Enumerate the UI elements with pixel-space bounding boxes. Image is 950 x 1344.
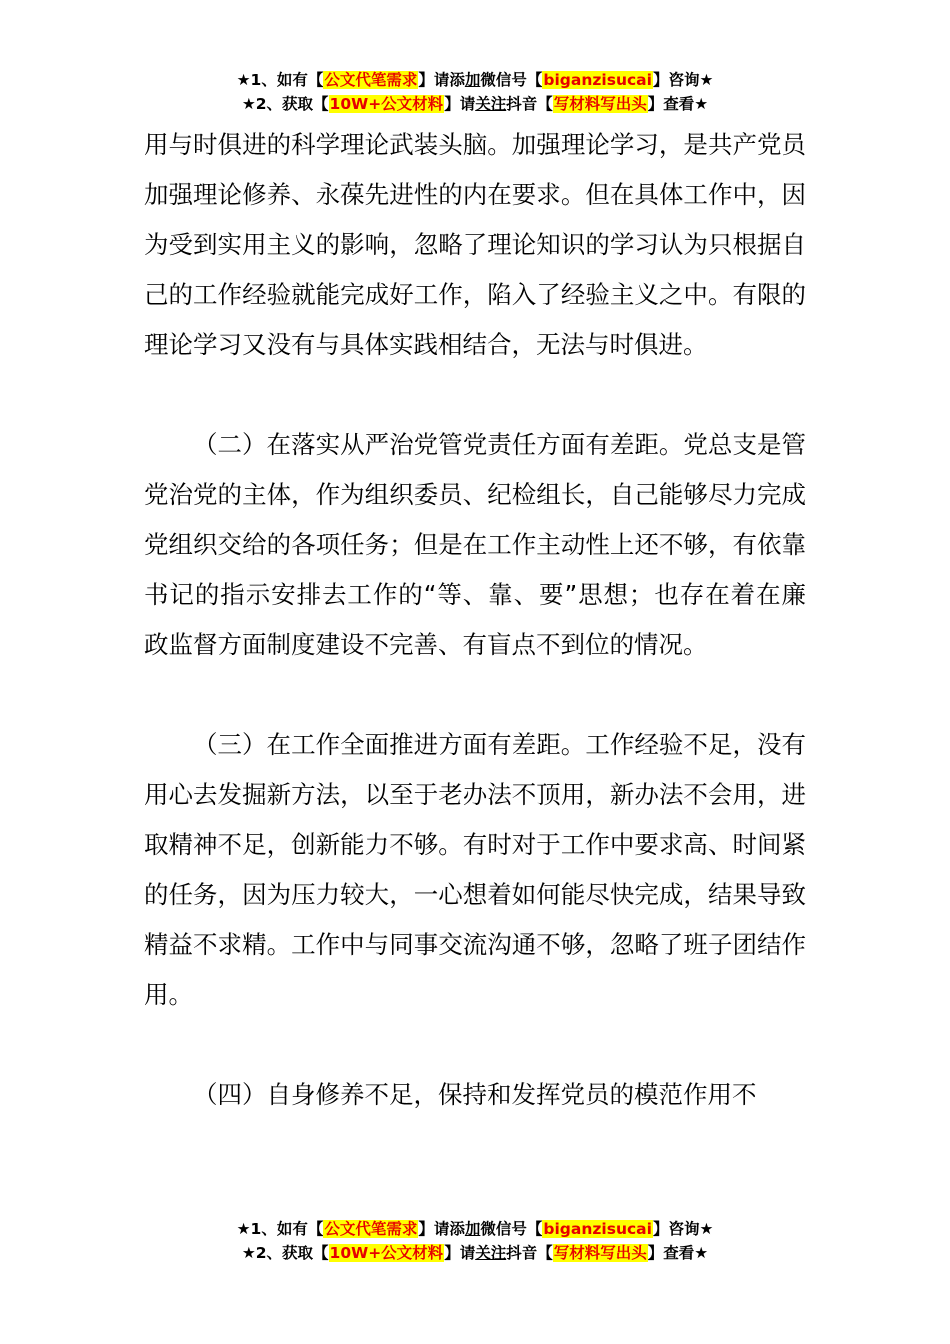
banner-text: 微信号【	[480, 71, 543, 89]
banner-text: 微信号【	[480, 1220, 543, 1238]
paragraph-section-3: （三）在工作全面推进方面有差距。工作经验不足，没有用心去发掘新方法，以至于老办法不顶用，新办法不会用，进取精神不足，创新能力不够。有时对于工作中要求高、时间紧的任务，因为压力较大，一心想着如何能尽快完成，结果导致精益不求精。工作中与同事交流沟通不够，忽略了班子团结作用。	[144, 730, 806, 1009]
paragraph-section-4: （四）自身修养不足，保持和发挥党员的模范作用不	[193, 1080, 757, 1109]
highlight-text: 10W+公文材料	[329, 95, 444, 113]
highlight-text: 公文代笔需求	[324, 1220, 418, 1238]
paragraph-spacer	[144, 1020, 806, 1070]
banner-line-2	[0, 92, 950, 116]
banner-text: 抖音【	[506, 1244, 553, 1262]
underlined-text: 加	[464, 71, 481, 89]
paragraph-section-2: （二）在落实从严治党管党责任方面有差距。党总支是管党治党的主体，作为组织委员、纪检组长，自己能够尽力完成党组织交给的各项任务；但是在工作主动性上还不够，有依靠书记的指示安排去工作的“等、靠、要”思想；也存在着在廉政监督方面制度建设不完善、有盲点不到位的情况。	[144, 430, 806, 659]
banner-text: 】请添	[418, 1220, 465, 1238]
banner-text: 】咨询★	[652, 71, 714, 89]
banner-text: ★2、获取【	[241, 1244, 329, 1262]
highlight-text: biganzisucai	[543, 71, 652, 89]
underlined-text: 关注	[475, 1244, 507, 1262]
banner-text: 抖音【	[506, 95, 553, 113]
paragraph-spacer	[144, 670, 806, 720]
banner-text: ★1、如有【	[236, 71, 324, 89]
document-body	[144, 120, 806, 1120]
header-banner	[0, 68, 950, 116]
footer-banner	[0, 1217, 950, 1265]
banner-text: 】查看★	[647, 95, 709, 113]
highlight-text: 10W+公文材料	[329, 1244, 444, 1262]
banner-text: 】请	[444, 1244, 476, 1262]
highlight-text: 写材料写出头	[553, 1244, 647, 1262]
banner-text: ★2、获取【	[241, 95, 329, 113]
underlined-text: 关注	[475, 95, 507, 113]
paragraph-spacer	[144, 370, 806, 420]
banner-line-1	[0, 1217, 950, 1241]
highlight-text: biganzisucai	[543, 1220, 652, 1238]
banner-line-1	[0, 68, 950, 92]
paragraph-continuation: 用与时俱进的科学理论武装头脑。加强理论学习，是共产党员加强理论修养、永葆先进性的内在要求。但在具体工作中，因为受到实用主义的影响，忽略了理论知识的学习认为只根据自己的工作经验就能完成好工作，陷入了经验主义之中。有限的理论学习又没有与具体实践相结合，无法与时俱进。	[144, 130, 806, 359]
highlight-text: 写材料写出头	[553, 95, 647, 113]
underlined-text: 加	[464, 1220, 481, 1238]
banner-text: 】请添	[418, 71, 465, 89]
banner-text: ★1、如有【	[236, 1220, 324, 1238]
banner-text: 】查看★	[647, 1244, 709, 1262]
banner-line-2	[0, 1241, 950, 1265]
highlight-text: 公文代笔需求	[324, 71, 418, 89]
banner-text: 】咨询★	[652, 1220, 714, 1238]
banner-text: 】请	[444, 95, 476, 113]
